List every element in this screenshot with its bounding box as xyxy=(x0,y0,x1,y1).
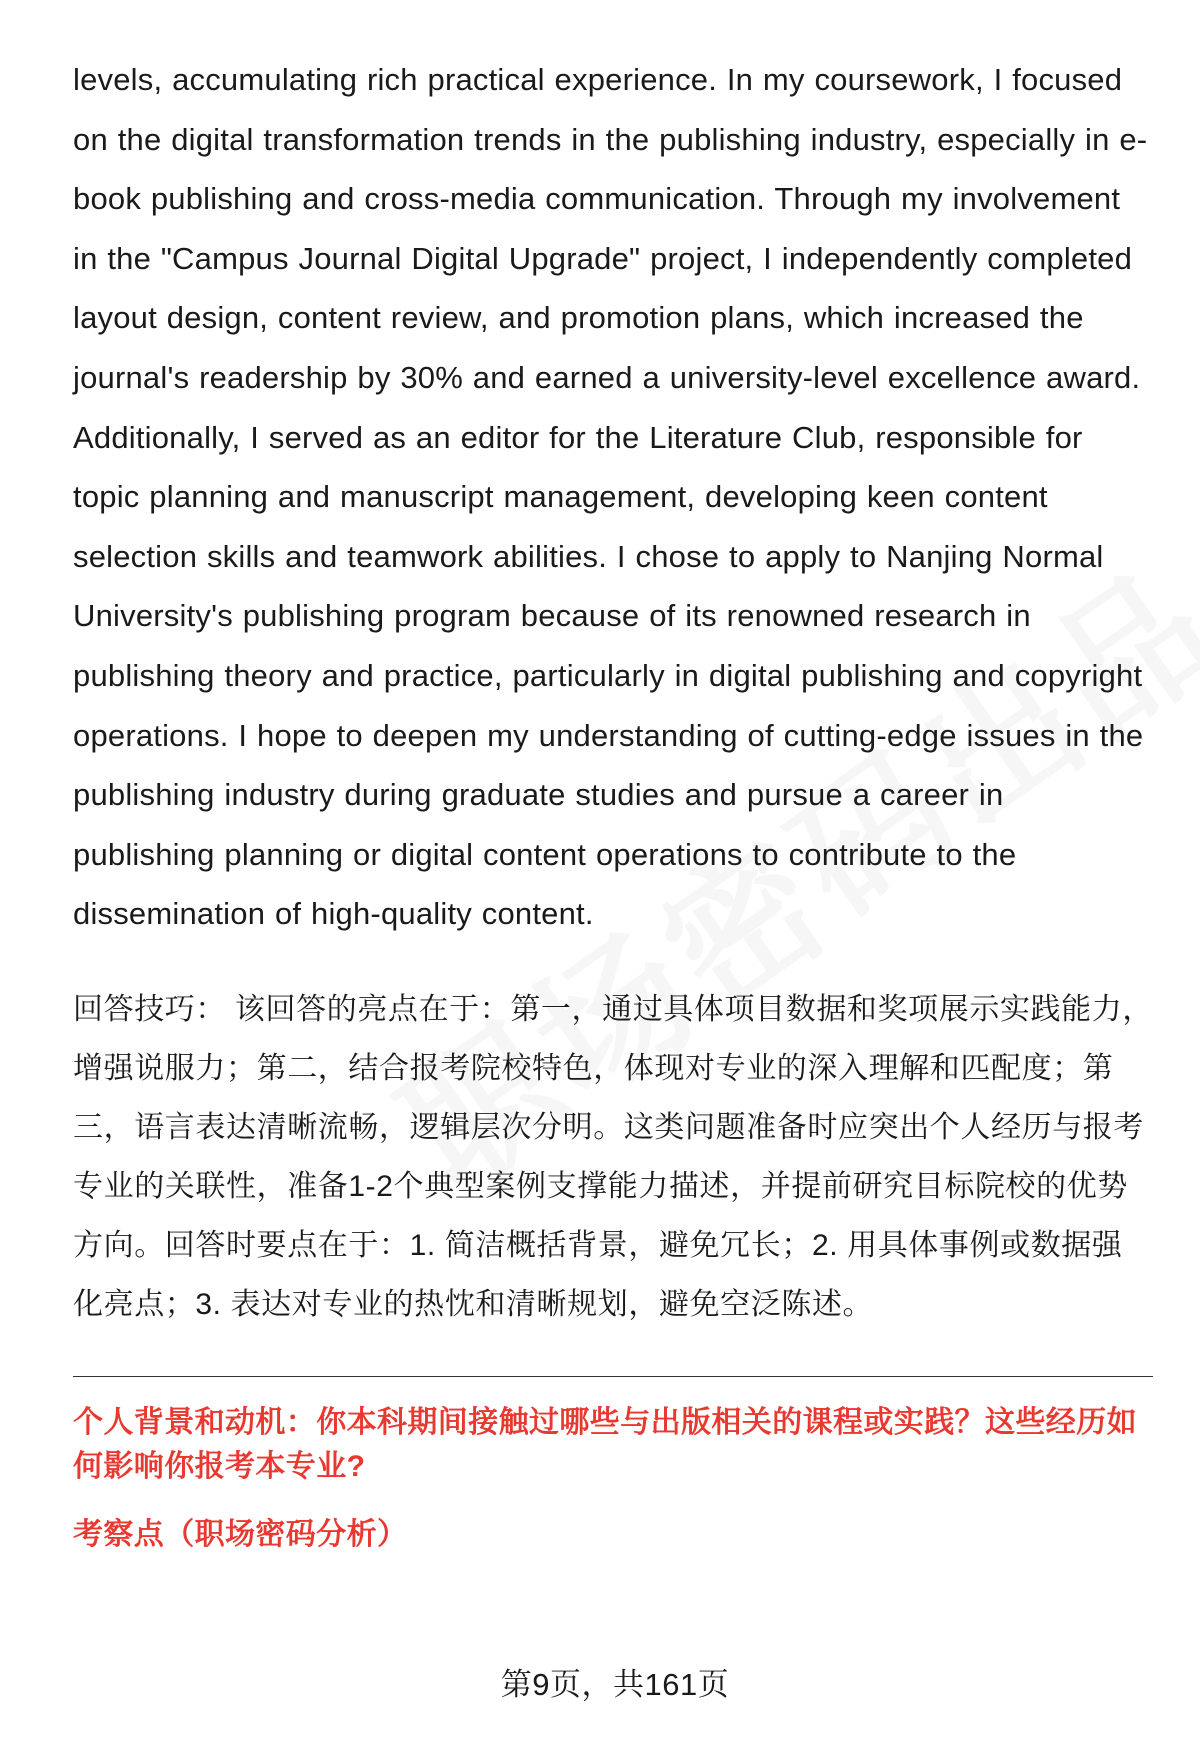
document-page xyxy=(73,50,1153,1557)
evaluation-subheading: 考察点（职场密码分析） xyxy=(73,1517,408,1551)
answer-paragraph: levels, accumulating rich practical experience. In my coursework, I focused on the digital transformation trends in the publishing industry, especially in e-book publishing and cross-media communication. Through my involvement in the "Campus Journal Digital Upgrade" project, I independently completed layout design, content review, and promotion plans, which increased the journal's readership by 30% and earned a university-level excellence award. Additionally, I served as an editor for the Literature Club, responsible for topic planning and manuscript management, developing keen content selection skills and teamwork abilities. I chose to apply to Nanjing Normal University's publishing program because of its renowned research in publishing theory and practice, particularly in digital publishing and copyright operations. I hope to deepen my understanding of cutting-edge issues in the publishing industry during graduate studies and pursue a career in publishing planning or digital content operations to contribute to the dissemination of high-quality content. xyxy=(73,62,1148,932)
question-heading: 个人背景和动机：你本科期间接触过哪些与出版相关的课程或实践？这些经历如何影响你报考本专业? xyxy=(73,1405,1137,1483)
answer-tips-paragraph: 回答技巧： 该回答的亮点在于：第一，通过具体项目数据和奖项展示实践能力，增强说服力；第二，结合报考院校特色，体现对专业的深入理解和匹配度；第三，语言表达清晰流畅，逻辑层次分明。这类问题准备时应突出个人经历与报考专业的关联性，准备1-2个典型案例支撑能力描述，并提前研究目标院校的优势方向。回答时要点在于：1. 简洁概括背景，避免冗长；2. 用具体事例或数据强化亮点；3. 表达对专业的热忱和清晰规划，避免空泛陈述。 xyxy=(73,992,1153,1321)
section-divider xyxy=(73,1376,1153,1377)
page-number-footer: 第9页，共161页 xyxy=(500,1667,730,1702)
